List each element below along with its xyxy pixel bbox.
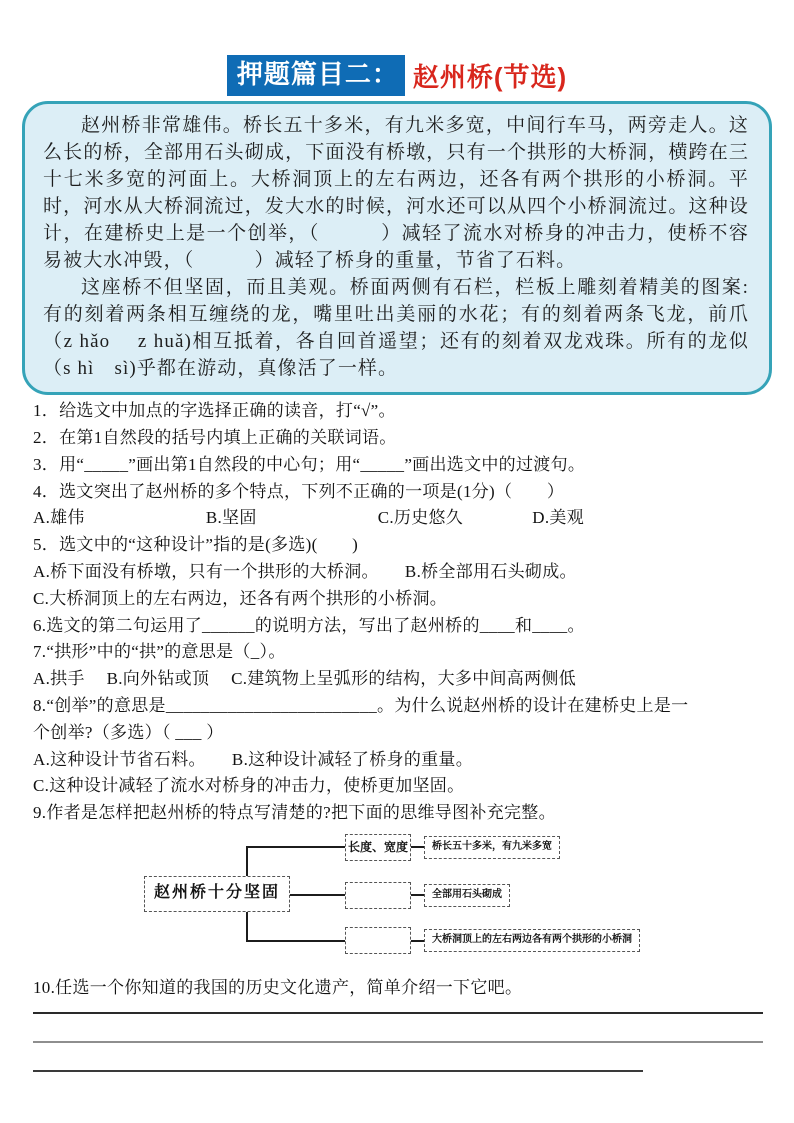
- connector-line: [290, 894, 345, 896]
- connector-line: [246, 912, 248, 942]
- passage-paragraph-1: 赵州桥非常雄伟。桥长五十多米，有九米多宽，中间行车马，两旁走人。这么长的桥，全部用石头砌成，下面没有桥墩，只有一个拱形的大桥洞，横跨在三十七米多宽的河面上。大桥洞顶上的左右两边，还各有两个拱形的小桥洞。平时，河水从大桥洞流过，发大水的时候，河水还可以从四个小桥洞流过。这种设计，在建桥史上是一个创举，（ ）减轻了流水对桥身的冲击力，使桥不容易被大水冲毁，（ ）减轻了桥身的重量，节省了石料。: [43, 115, 749, 272]
- question-line: C.这种设计减轻了流水对桥身的冲击力，使桥更加坚固。: [33, 776, 465, 796]
- question-line: 5．选文中的“这种设计”指的是(多选)( ): [33, 535, 359, 555]
- question-line: C.大桥洞顶上的左右两边，还各有两个拱形的小桥洞。: [33, 588, 448, 608]
- answer-area: [22, 1002, 772, 1072]
- connector-line: [411, 846, 424, 848]
- question-list: [22, 398, 772, 827]
- answer-line: [33, 1002, 763, 1014]
- page-header: [0, 0, 794, 96]
- question-line: 个创举?（多选）（ ___ ）: [33, 722, 224, 742]
- question-line: A.桥下面没有桥墩，只有一个拱形的大桥洞。 B.桥全部用石头砌成。: [33, 561, 577, 581]
- connector-line: [246, 940, 345, 942]
- question-line: 7.“拱形”中的“拱”的意思是（_）。: [33, 642, 286, 662]
- question-line-10: 10.任选一个你知道的我国的历史文化遗产，简单介绍一下它吧。: [33, 977, 523, 997]
- answer-line: [33, 1014, 763, 1043]
- diagram-branch-label-box: 长度、宽度: [345, 834, 411, 861]
- question-line: 6.选文的第二句运用了______的说明方法，写出了赵州桥的____和____。: [33, 615, 585, 635]
- mind-map-diagram: [0, 832, 794, 966]
- question-line: A.雄伟 B.坚固 C.历史悠久 D.美观: [33, 508, 585, 528]
- diagram-branch-detail-box: 大桥洞顶上的左右两边各有两个拱形的小桥洞: [424, 929, 640, 952]
- connector-line: [246, 847, 248, 876]
- passage-box: [22, 101, 772, 395]
- header-label: 押题篇目二：: [227, 55, 405, 96]
- question-line: 1．给选文中加点的字选择正确的读音，打“√”。: [33, 401, 396, 421]
- page-title: 赵州桥(节选): [412, 62, 568, 93]
- question-line: 2．在第1自然段的括号内填上正确的关联词语。: [33, 427, 397, 447]
- passage-paragraph-2: 这座桥不但坚固，而且美观。桥面两侧有石栏，栏板上雕刻着精美的图案:有的刻着两条相互缠绕的龙，嘴里吐出美丽的水花；有的刻着两条飞龙，前爪（z hǎo z huǎ)相互抵着，各自回首遥望；还有的刻着双龙戏珠。所有的龙似（s hì sì)乎都在游动，真像活了一样。: [43, 277, 749, 380]
- question-line: 9.作者是怎样把赵州桥的特点写清楚的?把下面的思维导图补充完整。: [33, 803, 556, 823]
- question-line: A.这种设计节省石料。 B.这种设计减轻了桥身的重量。: [33, 749, 474, 769]
- connector-line: [411, 940, 424, 942]
- question-line: 3．用“_____”画出第1自然段的中心句；用“_____”画出选文中的过渡句。: [33, 454, 586, 474]
- question-line: 4．选文突出了赵州桥的多个特点，下列不正确的一项是(1分)（ ）: [33, 481, 565, 501]
- connector-line: [246, 846, 345, 848]
- answer-line: [33, 1043, 643, 1072]
- question-line: A.拱手 B.向外钻或顶 C.建筑物上呈弧形的结构，大多中间高两侧低: [33, 669, 577, 689]
- diagram-root-box: 赵州桥十分坚固: [144, 876, 290, 912]
- diagram-branch-detail-box: 桥长五十多米，有九米多宽: [424, 836, 560, 859]
- connector-line: [411, 894, 424, 896]
- question-line: 8.“创举”的意思是________________________。为什么说赵州桥的设计在建桥史上是一: [33, 695, 689, 715]
- diagram-branch-detail-box: 全部用石头砌成: [424, 884, 510, 907]
- diagram-branch-label-box-empty: [345, 882, 411, 909]
- diagram-branch-label-box-empty: [345, 927, 411, 954]
